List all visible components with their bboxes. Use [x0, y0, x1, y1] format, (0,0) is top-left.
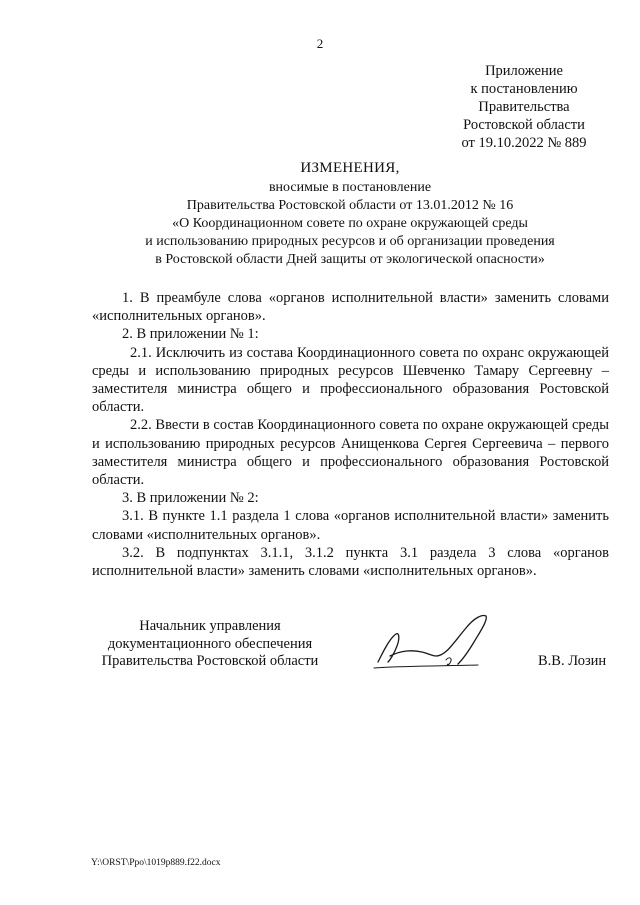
appendix-line: от 19.10.2022 № 889 — [461, 135, 587, 151]
paragraph-2-2: 2.2. Ввести в состав Координационного совета по охране окружающей среды и использованию природных ресурсов Анищенкова Сергея Сергеевича – первого заместителя министра общего и профессионального образования Ростовской области. — [92, 417, 609, 489]
paragraph-1: 1. В преамбуле слова «органов исполнительной власти» заменить словами «исполнительных органов». — [92, 290, 609, 325]
appendix-line: к постановлению — [470, 81, 578, 97]
signatory-name: В.В. Лозин — [538, 653, 607, 669]
document-title: ИЗМЕНЕНИЯ, — [300, 160, 400, 176]
heading-subtitle-line: Правительства Ростовской области от 13.01.2012 № 16 — [186, 198, 514, 213]
appendix-line: Приложение — [485, 63, 563, 79]
heading-subtitle-line: и использованию природных ресурсов и об организации проведения — [145, 234, 555, 249]
heading-subtitle-line: в Ростовской области Дней защиты от экологической опасности» — [155, 252, 545, 267]
signatory-title-line: документационного обеспечения — [107, 635, 313, 652]
page-number: 2 — [316, 36, 324, 51]
paragraph-3: 3. В приложении № 2: — [122, 490, 259, 507]
handwritten-signature — [350, 606, 510, 678]
heading-subtitle-line: «О Координационном совете по охране окружающей среды — [172, 216, 528, 231]
appendix-line: Правительства — [478, 99, 570, 115]
paragraph-2-1: 2.1. Исключить из состава Координационного совета по охранс окружающей среды и использованию природных ресурсов Шевченко Тамару Сергеевну – заместителя министра общего и профессионального образования Ростовской области. — [92, 344, 609, 416]
paragraph-3-1: 3.1. В пункте 1.1 раздела 1 слова «органов исполнительной власти» заменить словами «исполнительных органов». — [92, 508, 609, 543]
appendix-line: Ростовской области — [463, 117, 585, 133]
document-body — [92, 289, 609, 580]
paragraph-2: 2. В приложении № 1: — [122, 326, 259, 343]
signatory-title-line: Начальник управления — [139, 618, 281, 634]
paragraph-3-2: 3.2. В подпунктах 3.1.1, 3.1.2 пункта 3.1 раздела 3 слова «органов исполнительной власти» заменить словами «исполнительных органов». — [92, 544, 609, 580]
signatory-title-line: Правительства Ростовской области — [101, 653, 319, 669]
footer-file-path: Y:\ORST\Ppo\1019p889.f22.docx — [91, 858, 221, 868]
signatory-title — [90, 618, 330, 671]
appendix-header — [440, 62, 608, 152]
heading-subtitle-line: вносимые в постановление — [268, 180, 432, 195]
document-heading — [90, 158, 610, 269]
